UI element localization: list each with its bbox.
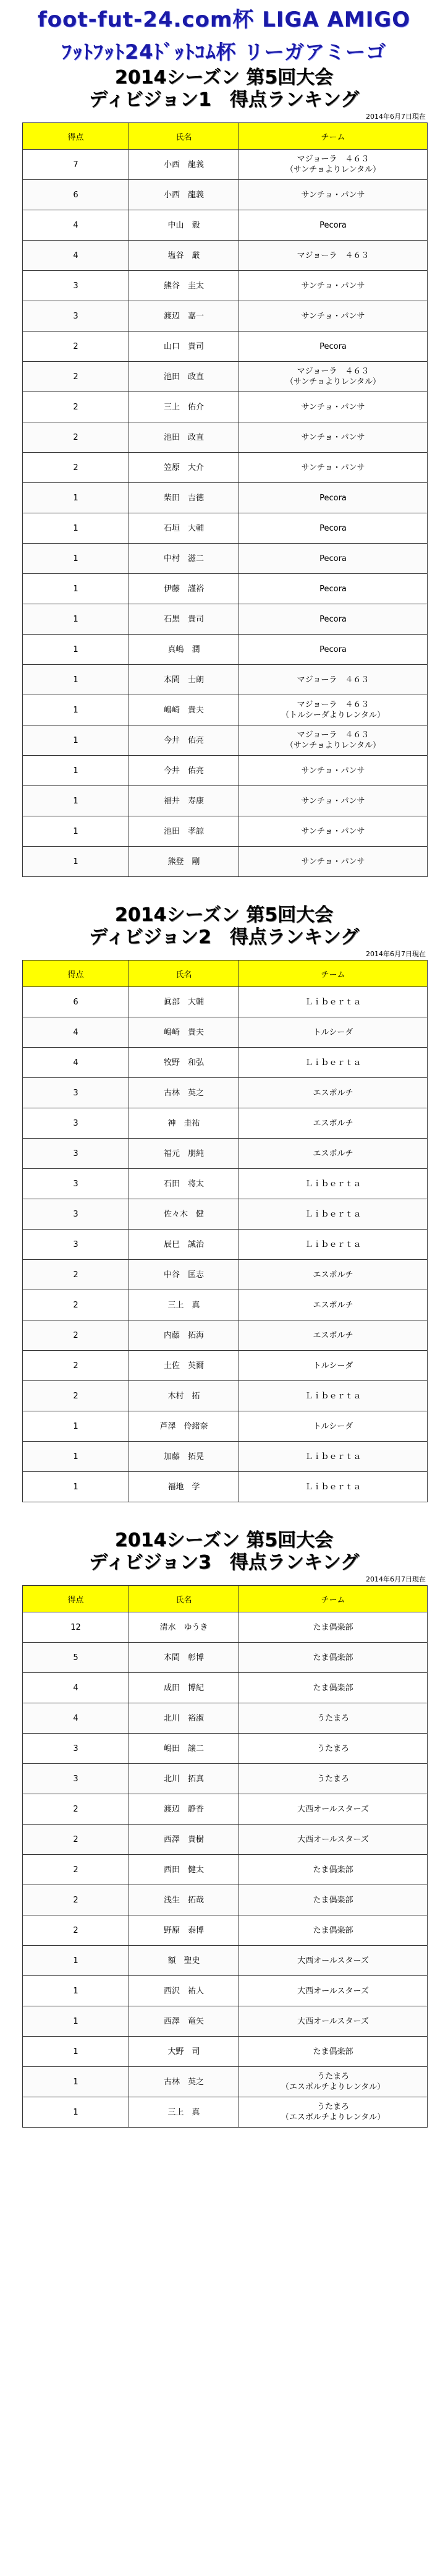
cell-player-name: 池田 政直 — [129, 422, 239, 453]
cell-player-name: 嶋崎 貴夫 — [129, 695, 239, 725]
cell-player-name: 古林 英之 — [129, 1078, 239, 1108]
cell-team: マジョーラ ４６３ （サンチョよりレンタル） — [239, 725, 428, 756]
cell-player-name: 土佐 英爾 — [129, 1351, 239, 1381]
cell-score: 3 — [23, 301, 129, 332]
cell-player-name: 小西 龍義 — [129, 180, 239, 210]
table-row — [23, 635, 428, 665]
cell-score: 2 — [23, 1351, 129, 1381]
banner-title-kana: ﾌｯﾄﾌｯﾄ24ﾄﾞｯﾄｺﾑ杯 リーガアミーゴ — [61, 40, 387, 64]
cell-team: サンチョ・パンサ — [239, 847, 428, 877]
cell-player-name: 福井 寿康 — [129, 786, 239, 816]
cell-score: 1 — [23, 635, 129, 665]
cell-player-name: 中村 滋二 — [129, 544, 239, 574]
table-row — [23, 2037, 428, 2067]
table-row — [23, 2067, 428, 2097]
cell-team: サンチョ・パンサ — [239, 180, 428, 210]
cell-score: 1 — [23, 665, 129, 695]
cell-score: 4 — [23, 210, 129, 241]
cell-score: 2 — [23, 1825, 129, 1855]
cell-team: マジョーラ ４６３ （サンチョよりレンタル） — [239, 150, 428, 180]
cell-team: Pecora — [239, 513, 428, 544]
cell-score: 1 — [23, 2006, 129, 2037]
cell-team: エスポルチ — [239, 1078, 428, 1108]
cell-score: 2 — [23, 453, 129, 483]
table-row — [23, 786, 428, 816]
table-row — [23, 210, 428, 241]
division-ranking-title: ディビジョン2 得点ランキング — [89, 926, 359, 948]
cell-score: 1 — [23, 1472, 129, 1502]
cell-score: 4 — [23, 1673, 129, 1703]
cell-player-name: 西澤 竜矢 — [129, 2006, 239, 2037]
table-row — [23, 987, 428, 1017]
division-section-2 — [0, 877, 448, 1502]
cell-team: 大西オールスターズ — [239, 1976, 428, 2006]
cell-score: 3 — [23, 1764, 129, 1794]
cell-team: エスポルチ — [239, 1260, 428, 1290]
cell-team: うたまろ — [239, 1734, 428, 1764]
cell-team: Ｌｉｂｅｒｔａ — [239, 1169, 428, 1199]
cell-score: 12 — [23, 1612, 129, 1643]
column-header-score: 得点 — [23, 123, 129, 150]
cell-player-name: 神 圭祐 — [129, 1108, 239, 1139]
cell-score: 4 — [23, 1703, 129, 1734]
column-header-team: チーム — [239, 961, 428, 987]
cell-team: 大西オールスターズ — [239, 2006, 428, 2037]
cell-team: たま偶楽部 — [239, 1885, 428, 1915]
table-header-row — [23, 961, 428, 987]
cell-score: 1 — [23, 756, 129, 786]
banner-title-latin: foot-fut-24.com杯 LIGA AMIGO — [37, 7, 411, 32]
cell-score: 5 — [23, 1643, 129, 1673]
table-row — [23, 1230, 428, 1260]
cell-team: Ｌｉｂｅｒｔａ — [239, 1381, 428, 1411]
cell-team: Pecora — [239, 604, 428, 635]
table-header-row — [23, 123, 428, 150]
cell-player-name: 山口 貴司 — [129, 332, 239, 362]
cell-team: エスポルチ — [239, 1290, 428, 1320]
cell-score: 1 — [23, 604, 129, 635]
cell-score: 1 — [23, 786, 129, 816]
cell-score: 1 — [23, 544, 129, 574]
cell-team: Ｌｉｂｅｒｔａ — [239, 987, 428, 1017]
cell-score: 1 — [23, 847, 129, 877]
column-header-name: 氏名 — [129, 1586, 239, 1612]
table-row — [23, 756, 428, 786]
cell-team: トルシーダ — [239, 1017, 428, 1048]
table-row — [23, 271, 428, 301]
column-header-team: チーム — [239, 123, 428, 150]
cell-team: Pecora — [239, 332, 428, 362]
cell-score: 1 — [23, 816, 129, 847]
division-ranking-title: ディビジョン1 得点ランキング — [89, 89, 359, 111]
table-row — [23, 2097, 428, 2128]
cell-score: 4 — [23, 241, 129, 271]
cell-score: 2 — [23, 1794, 129, 1825]
cell-player-name: 額 聖史 — [129, 1946, 239, 1976]
cell-team: マジョーラ ４６３ （サンチョよりレンタル） — [239, 362, 428, 392]
cell-player-name: 渡辺 嘉一 — [129, 301, 239, 332]
table-row — [23, 422, 428, 453]
table-row — [23, 1885, 428, 1915]
table-row — [23, 2006, 428, 2037]
table-row — [23, 1612, 428, 1643]
cell-team: うたまろ （エスポルチよりレンタル） — [239, 2067, 428, 2097]
cell-player-name: 加藤 拓晃 — [129, 1442, 239, 1472]
table-row — [23, 816, 428, 847]
cell-score: 3 — [23, 1199, 129, 1230]
table-row — [23, 574, 428, 604]
cell-player-name: 石田 将太 — [129, 1169, 239, 1199]
cell-score: 1 — [23, 483, 129, 513]
cell-score: 1 — [23, 2067, 129, 2097]
cell-player-name: 北川 拓真 — [129, 1764, 239, 1794]
cell-score: 1 — [23, 695, 129, 725]
table-row — [23, 180, 428, 210]
cell-score: 4 — [23, 1048, 129, 1078]
cell-team: トルシーダ — [239, 1351, 428, 1381]
cell-score: 3 — [23, 1230, 129, 1260]
cell-team: 大西オールスターズ — [239, 1794, 428, 1825]
cell-player-name: 三上 真 — [129, 1290, 239, 1320]
table-row — [23, 1320, 428, 1351]
cell-score: 3 — [23, 1734, 129, 1764]
cell-team: サンチョ・パンサ — [239, 453, 428, 483]
cell-team: Pecora — [239, 635, 428, 665]
cell-team: たま偶楽部 — [239, 1855, 428, 1885]
cell-score: 6 — [23, 180, 129, 210]
table-row — [23, 241, 428, 271]
cell-team: Ｌｉｂｅｒｔａ — [239, 1472, 428, 1502]
cell-team: うたまろ （エスポルチよりレンタル） — [239, 2097, 428, 2128]
cell-player-name: 中山 毅 — [129, 210, 239, 241]
as-of-date: 2014年6月7日現在 — [366, 1575, 426, 1583]
cell-player-name: 西澤 貴樹 — [129, 1825, 239, 1855]
table-row — [23, 1381, 428, 1411]
table-row — [23, 1855, 428, 1885]
table-row — [23, 604, 428, 635]
cell-score: 2 — [23, 1320, 129, 1351]
cell-team: Ｌｉｂｅｒｔａ — [239, 1199, 428, 1230]
cell-score: 2 — [23, 362, 129, 392]
table-row — [23, 1915, 428, 1946]
division-season-title: 2014シーズン 第5回大会 — [114, 904, 334, 926]
cell-team: サンチョ・パンサ — [239, 756, 428, 786]
table-row — [23, 1078, 428, 1108]
table-row — [23, 1976, 428, 2006]
section-spacer — [0, 877, 448, 904]
cell-player-name: 三上 佑介 — [129, 392, 239, 422]
table-row — [23, 725, 428, 756]
table-row — [23, 1017, 428, 1048]
cell-player-name: 石垣 大輔 — [129, 513, 239, 544]
cell-player-name: 小西 龍義 — [129, 150, 239, 180]
cell-player-name: 三上 真 — [129, 2097, 239, 2128]
scorer-ranking-table — [22, 1585, 428, 2128]
cell-player-name: 牧野 和弘 — [129, 1048, 239, 1078]
table-row — [23, 1199, 428, 1230]
divisions-container — [0, 67, 448, 2128]
cell-player-name: 池田 孝諒 — [129, 816, 239, 847]
cell-player-name: 内藤 拓海 — [129, 1320, 239, 1351]
cell-team: たま偶楽部 — [239, 1915, 428, 1946]
table-row — [23, 1048, 428, 1078]
cell-team: エスポルチ — [239, 1320, 428, 1351]
division-season-title: 2014シーズン 第5回大会 — [114, 1530, 334, 1551]
table-row — [23, 1290, 428, 1320]
cell-team: サンチョ・パンサ — [239, 271, 428, 301]
cell-team: Pecora — [239, 574, 428, 604]
table-row — [23, 1108, 428, 1139]
cell-team: うたまろ — [239, 1764, 428, 1794]
cell-score: 6 — [23, 987, 129, 1017]
table-row — [23, 1260, 428, 1290]
cell-team: 大西オールスターズ — [239, 1946, 428, 1976]
table-row — [23, 1673, 428, 1703]
cell-team: トルシーダ — [239, 1411, 428, 1442]
cell-score: 2 — [23, 332, 129, 362]
cell-player-name: 浅生 拓哉 — [129, 1885, 239, 1915]
cell-team: エスポルチ — [239, 1139, 428, 1169]
cell-score: 2 — [23, 1381, 129, 1411]
division-section-1 — [0, 67, 448, 877]
cell-team: たま偶楽部 — [239, 2037, 428, 2067]
cell-player-name: 伊藤 謹裕 — [129, 574, 239, 604]
table-row — [23, 483, 428, 513]
cell-score: 3 — [23, 1139, 129, 1169]
table-row — [23, 1139, 428, 1169]
cell-player-name: 清水 ゆうき — [129, 1612, 239, 1643]
cell-team: サンチョ・パンサ — [239, 786, 428, 816]
cell-score: 1 — [23, 1946, 129, 1976]
table-row — [23, 1472, 428, 1502]
cell-team: サンチョ・パンサ — [239, 301, 428, 332]
cell-score: 2 — [23, 1855, 129, 1885]
table-row — [23, 1411, 428, 1442]
cell-team: Pecora — [239, 210, 428, 241]
cell-player-name: 大野 司 — [129, 2037, 239, 2067]
cell-player-name: 塩谷 厳 — [129, 241, 239, 271]
column-header-name: 氏名 — [129, 961, 239, 987]
table-row — [23, 665, 428, 695]
table-header-row — [23, 1586, 428, 1612]
cell-player-name: 今井 佑亮 — [129, 756, 239, 786]
cell-score: 1 — [23, 725, 129, 756]
column-header-score: 得点 — [23, 961, 129, 987]
table-row — [23, 1794, 428, 1825]
cell-team: Ｌｉｂｅｒｔａ — [239, 1442, 428, 1472]
cell-player-name: 中谷 匡志 — [129, 1260, 239, 1290]
cell-player-name: 眞部 大輔 — [129, 987, 239, 1017]
cell-player-name: 嶋崎 貴夫 — [129, 1017, 239, 1048]
cell-team: サンチョ・パンサ — [239, 422, 428, 453]
cell-score: 3 — [23, 1078, 129, 1108]
cell-score: 1 — [23, 2097, 129, 2128]
cell-team: たま偶楽部 — [239, 1673, 428, 1703]
cell-team: 大西オールスターズ — [239, 1825, 428, 1855]
cell-player-name: 北川 裕淑 — [129, 1703, 239, 1734]
table-row — [23, 1351, 428, 1381]
table-row — [23, 513, 428, 544]
table-row — [23, 301, 428, 332]
table-row — [23, 1946, 428, 1976]
scorer-ranking-table — [22, 960, 428, 1502]
cell-score: 1 — [23, 1442, 129, 1472]
cell-score: 2 — [23, 422, 129, 453]
cell-player-name: 西沢 祐人 — [129, 1976, 239, 2006]
cell-team: たま偶楽部 — [239, 1612, 428, 1643]
table-row — [23, 453, 428, 483]
division-ranking-title: ディビジョン3 得点ランキング — [89, 1552, 359, 1573]
cell-player-name: 笠原 大介 — [129, 453, 239, 483]
table-row — [23, 332, 428, 362]
table-row — [23, 1169, 428, 1199]
cell-score: 1 — [23, 513, 129, 544]
cell-player-name: 成田 博紀 — [129, 1673, 239, 1703]
cell-team: マジョーラ ４６３ — [239, 665, 428, 695]
column-header-name: 氏名 — [129, 123, 239, 150]
cell-score: 4 — [23, 1017, 129, 1048]
cell-score: 2 — [23, 1260, 129, 1290]
table-row — [23, 1764, 428, 1794]
cell-score: 2 — [23, 1915, 129, 1946]
cell-score: 1 — [23, 2037, 129, 2067]
cell-player-name: 真嶋 潤 — [129, 635, 239, 665]
cell-player-name: 芦澤 伶緒奈 — [129, 1411, 239, 1442]
cell-player-name: 嶋田 譲二 — [129, 1734, 239, 1764]
cell-team: Ｌｉｂｅｒｔａ — [239, 1230, 428, 1260]
cell-player-name: 今井 佑亮 — [129, 725, 239, 756]
section-spacer — [0, 1502, 448, 1530]
cell-player-name: 西田 健太 — [129, 1855, 239, 1885]
table-row — [23, 544, 428, 574]
cell-score: 3 — [23, 1108, 129, 1139]
cell-team: マジョーラ ４６３ （トルシーダよりレンタル） — [239, 695, 428, 725]
cell-player-name: 石黒 貴司 — [129, 604, 239, 635]
cell-team: マジョーラ ４６３ — [239, 241, 428, 271]
table-row — [23, 1734, 428, 1764]
cell-score: 1 — [23, 1976, 129, 2006]
cell-player-name: 本間 士朗 — [129, 665, 239, 695]
cell-team: Pecora — [239, 544, 428, 574]
column-header-team: チーム — [239, 1586, 428, 1612]
cell-player-name: 熊谷 圭太 — [129, 271, 239, 301]
cell-team: Pecora — [239, 483, 428, 513]
cell-player-name: 辰巳 誠治 — [129, 1230, 239, 1260]
cell-score: 7 — [23, 150, 129, 180]
cell-score: 1 — [23, 1411, 129, 1442]
table-row — [23, 1825, 428, 1855]
cell-score: 2 — [23, 1290, 129, 1320]
cell-score: 2 — [23, 1885, 129, 1915]
table-row — [23, 362, 428, 392]
cell-player-name: 野原 泰博 — [129, 1915, 239, 1946]
cell-player-name: 渡辺 静香 — [129, 1794, 239, 1825]
cell-player-name: 佐々木 健 — [129, 1199, 239, 1230]
cell-team: エスポルチ — [239, 1108, 428, 1139]
cell-team: たま偶楽部 — [239, 1643, 428, 1673]
table-row — [23, 847, 428, 877]
division-season-title: 2014シーズン 第5回大会 — [114, 67, 334, 88]
table-row — [23, 1442, 428, 1472]
cell-score: 1 — [23, 574, 129, 604]
table-row — [23, 150, 428, 180]
cell-player-name: 本間 彰博 — [129, 1643, 239, 1673]
cell-player-name: 柴田 吉徳 — [129, 483, 239, 513]
table-row — [23, 392, 428, 422]
as-of-date: 2014年6月7日現在 — [366, 950, 426, 958]
cell-player-name: 熊登 剛 — [129, 847, 239, 877]
column-header-score: 得点 — [23, 1586, 129, 1612]
table-row — [23, 1643, 428, 1673]
cell-score: 2 — [23, 392, 129, 422]
cell-team: Ｌｉｂｅｒｔａ — [239, 1048, 428, 1078]
cell-score: 3 — [23, 271, 129, 301]
table-row — [23, 1703, 428, 1734]
table-row — [23, 695, 428, 725]
cell-player-name: 福元 朋純 — [129, 1139, 239, 1169]
cell-player-name: 木村 拓 — [129, 1381, 239, 1411]
as-of-date: 2014年6月7日現在 — [366, 113, 426, 121]
cell-player-name: 古林 英之 — [129, 2067, 239, 2097]
cell-score: 3 — [23, 1169, 129, 1199]
scorer-ranking-table — [22, 122, 428, 877]
cell-player-name: 池田 政直 — [129, 362, 239, 392]
cell-player-name: 福地 学 — [129, 1472, 239, 1502]
cell-team: うたまろ — [239, 1703, 428, 1734]
cell-team: サンチョ・パンサ — [239, 816, 428, 847]
cell-team: サンチョ・パンサ — [239, 392, 428, 422]
division-section-3 — [0, 1502, 448, 2128]
